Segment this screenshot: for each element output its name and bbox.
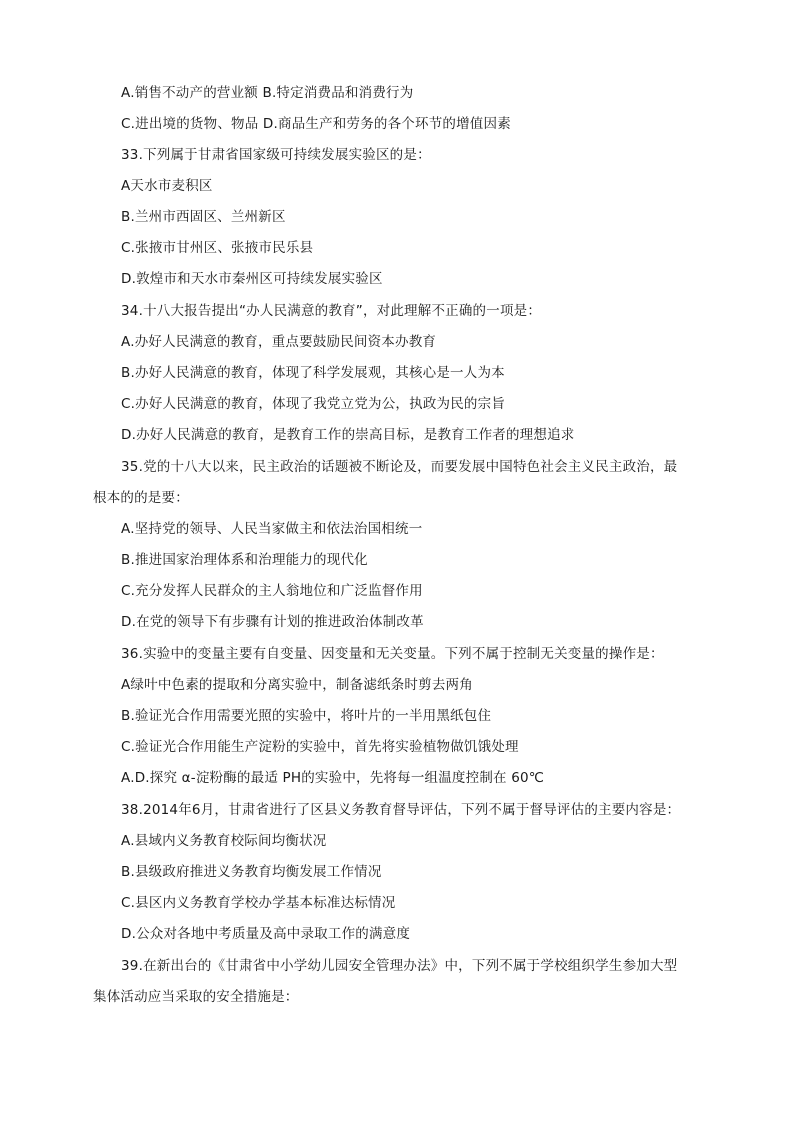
option-36-c: C.验证光合作用能生产淀粉的实验中，首先将实验植物做饥饿处理 <box>121 739 519 755</box>
question-35-continued: 根本的的是要： <box>93 490 189 506</box>
option-33-d: D.敦煌市和天水市秦州区可持续发展实验区 <box>121 271 383 287</box>
option-35-b: B.推进国家治理体系和治理能力的现代化 <box>121 552 368 568</box>
option-34-d: D.办好人民满意的教育，是教育工作的崇高目标，是教育工作者的理想追求 <box>121 427 575 443</box>
option-38-a: A.县域内义务教育校际间均衡状况 <box>121 833 327 849</box>
question-36: 36.实验中的变量主要有自变量、因变量和无关变量。下列不属于控制无关变量的操作是： <box>121 646 664 662</box>
option-36-b: B.验证光合作用需要光照的实验中，将叶片的一半用黑纸包住 <box>121 708 492 724</box>
option-36-a: A绿叶中色素的提取和分离实验中，制备滤纸条时剪去两角 <box>121 677 473 693</box>
option-36-d: A.D.探究 α-淀粉酶的最适 PH的实验中，先将每一组温度控制在 60℃ <box>121 770 545 786</box>
option-38-d: D.公众对各地中考质量及高中录取工作的满意度 <box>121 926 411 942</box>
question-34: 34.十八大报告提出“办人民满意的教育”，对此理解不正确的一项是： <box>121 303 542 319</box>
option-33-a: A天水市麦积区 <box>121 178 213 194</box>
question-33: 33.下列属于甘肃省国家级可持续发展实验区的是： <box>121 147 431 163</box>
option-38-c: C.县区内义务教育学校办学基本标准达标情况 <box>121 895 396 911</box>
question-39-continued: 集体活动应当采取的安全措施是： <box>93 989 299 1005</box>
option-33-c: C.张掖市甘州区、张掖市民乐县 <box>121 240 314 256</box>
option-38-b: B.县级政府推进义务教育均衡发展工作情况 <box>121 864 382 880</box>
option-35-d: D.在党的领导下有步骤有计划的推进政治体制改革 <box>121 614 424 630</box>
option-33-b: B.兰州市西固区、兰州新区 <box>121 209 286 225</box>
question-38: 38.2014年6月，甘肃省进行了区县义务教育督导评估，下列不属于督导评估的主要内容是： <box>121 802 681 818</box>
option-32-cd: C.进出境的货物、物品 D.商品生产和劳务的各个环节的增值因素 <box>121 116 511 132</box>
option-34-b: B.办好人民满意的教育，体现了科学发展观，其核心是一人为本 <box>121 365 505 381</box>
option-34-c: C.办好人民满意的教育，体现了我党立党为公，执政为民的宗旨 <box>121 396 506 412</box>
question-39: 39.在新出台的《甘肃省中小学幼儿园安全管理办法》中，下列不属于学校组织学生参加大型 <box>121 958 678 974</box>
option-34-a: A.办好人民满意的教育，重点要鼓励民间资本办教育 <box>121 334 437 350</box>
option-32-ab: A.销售不动产的营业额 B.特定消费品和消费行为 <box>121 85 414 101</box>
option-35-a: A.坚持党的领导、人民当家做主和依法治国相统一 <box>121 521 423 537</box>
option-35-c: C.充分发挥人民群众的主人翁地位和广泛监督作用 <box>121 583 423 599</box>
question-35: 35.党的十八大以来，民主政治的话题被不断论及，而要发展中国特色社会主义民主政治，最 <box>121 459 678 475</box>
